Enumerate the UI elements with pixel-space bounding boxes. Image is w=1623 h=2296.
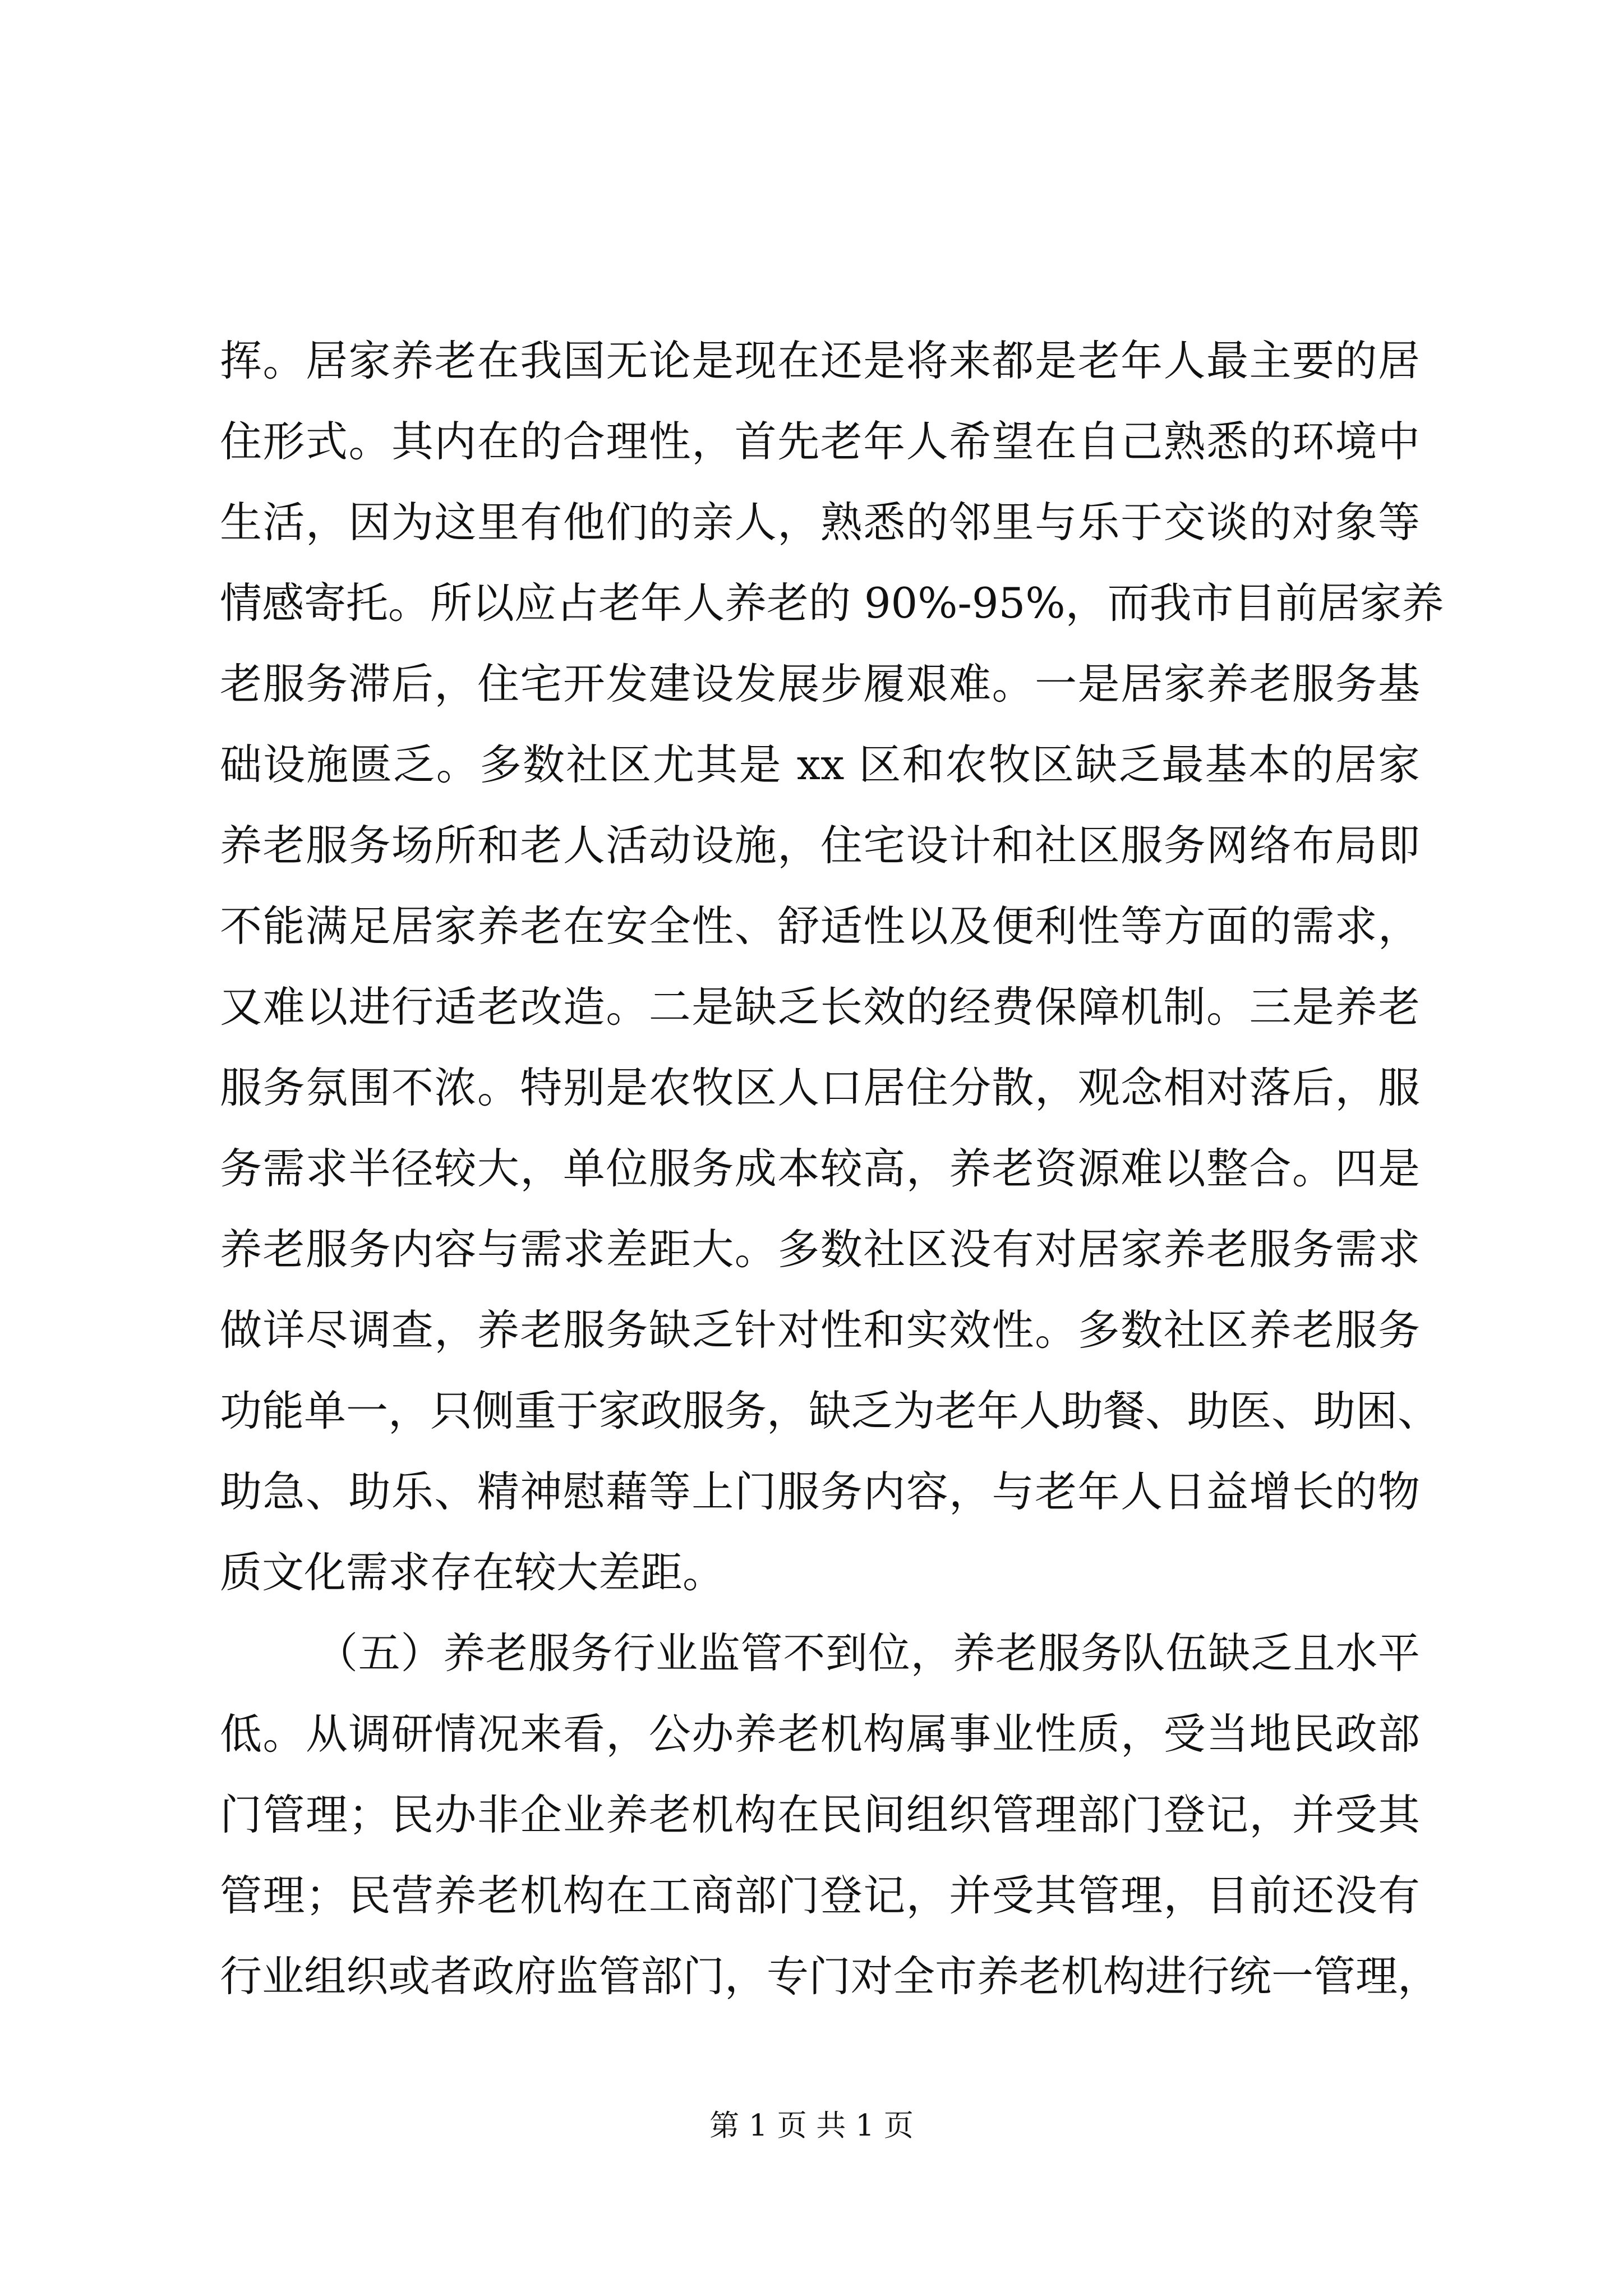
text-line: 服务氛围不浓。特别是农牧区人口居住分散，观念相对落后，服 [220, 1063, 1420, 1112]
page-footer [0, 2101, 1623, 2151]
text-line: 生活，因为这里有他们的亲人，熟悉的邻里与乐于交谈的对象等 [220, 498, 1420, 547]
text-line: 行业组织或者政府监管部门，专门对全市养老机构进行统一管理， [220, 1952, 1440, 2001]
text-line: 情感寄托。所以应占老年人养老的 90%-95%，而我市目前居家养 [220, 578, 1444, 628]
text-line: 础设施匮乏。多数社区尤其是 xx 区和农牧区缺乏最基本的居家 [220, 740, 1420, 789]
text-line: 挥。居家养老在我国无论是现在还是将来都是老年人最主要的居 [220, 336, 1420, 385]
text-line: 管理；民营养老机构在工商部门登记，并受其管理，目前还没有 [220, 1871, 1420, 1920]
text-line: 质文化需求存在较大差距。 [220, 1548, 725, 1597]
text-line: 养老服务内容与需求差距大。多数社区没有对居家养老服务需求 [220, 1225, 1420, 1274]
text-line: 门管理；民办非企业养老机构在民间组织管理部门登记，并受其 [220, 1790, 1420, 1839]
text-line: 又难以进行适老改造。二是缺乏长效的经费保障机制。三是养老 [220, 982, 1420, 1032]
text-line: 住形式。其内在的合理性，首先老年人希望在自己熟悉的环境中 [220, 417, 1420, 466]
text-line: 功能单一，只侧重于家政服务，缺乏为老年人助餐、助医、助困、 [220, 1386, 1440, 1435]
text-line: 做详尽调查，养老服务缺乏针对性和实效性。多数社区养老服务 [220, 1305, 1420, 1355]
text-line: 低。从调研情况来看，公办养老机构属事业性质，受当地民政部 [220, 1709, 1420, 1759]
text-line: 不能满足居家养老在安全性、舒适性以及便利性等方面的需求， [220, 901, 1420, 951]
text-line: 老服务滞后，住宅开发建设发展步履艰难。一是居家养老服务基 [220, 659, 1420, 708]
section-heading-line: （五）养老服务行业监管不到位，养老服务队伍缺乏且水平 [316, 1628, 1420, 1678]
text-line: 养老服务场所和老人活动设施，住宅设计和社区服务网络布局即 [220, 821, 1420, 870]
text-line: 助急、助乐、精神慰藉等上门服务内容，与老年人日益增长的物 [220, 1467, 1420, 1516]
text-line: 务需求半径较大，单位服务成本较高，养老资源难以整合。四是 [220, 1144, 1420, 1193]
page-number-label: 第 1 页 共 1 页 [709, 2109, 914, 2143]
